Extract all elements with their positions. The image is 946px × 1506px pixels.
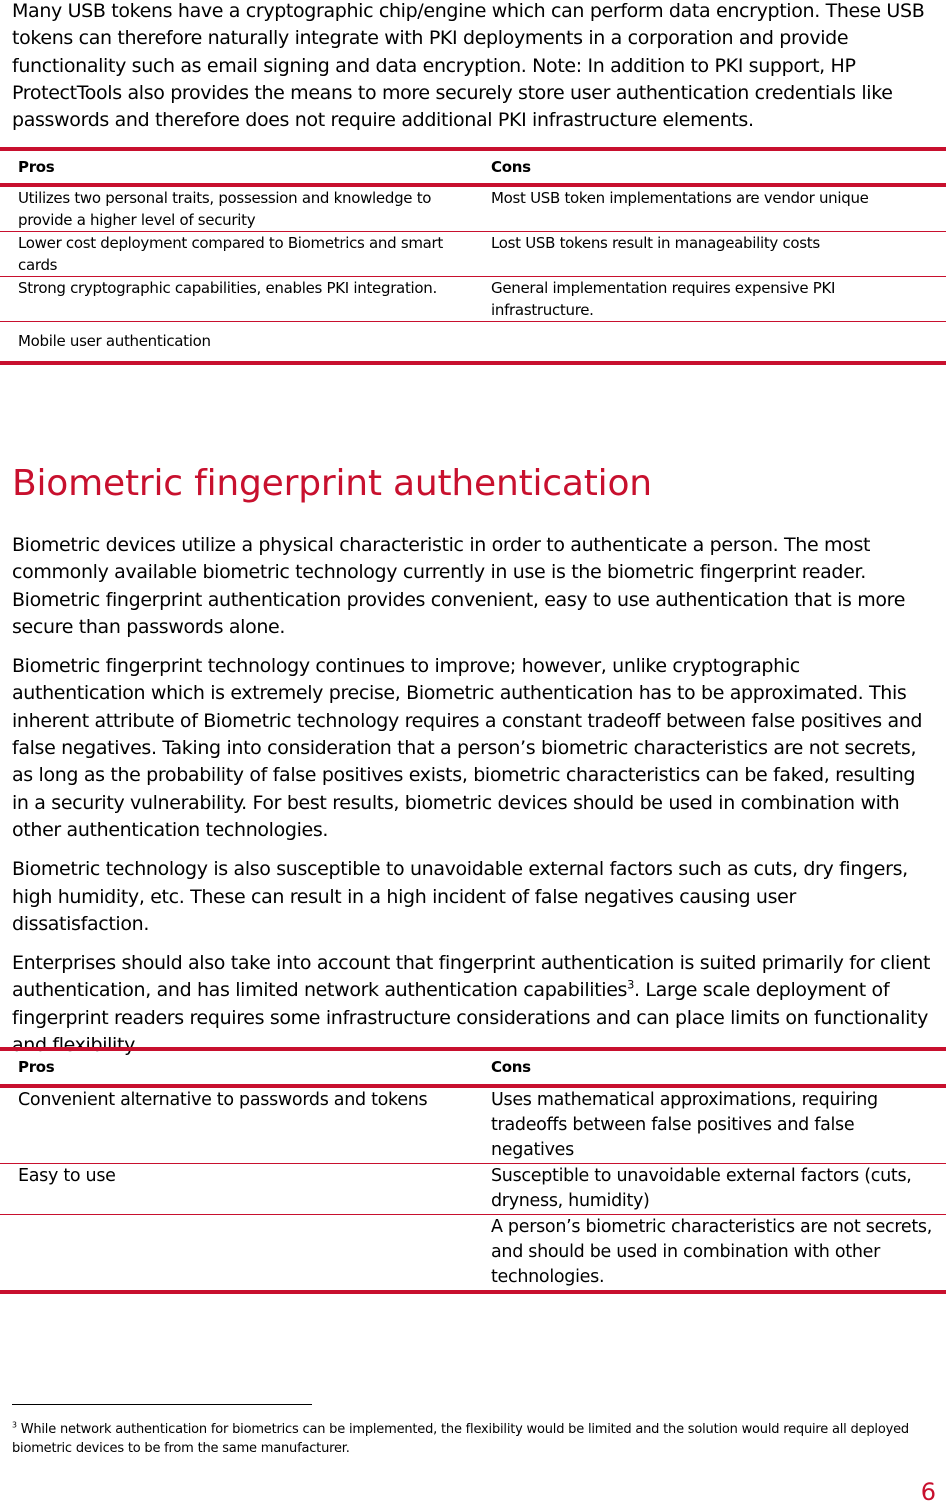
cons-header: Cons xyxy=(472,149,946,185)
footnote xyxy=(12,1420,932,1458)
pro-cell: Utilizes two personal traits, possession and knowledge to provide a higher level of security xyxy=(0,185,472,232)
paragraph xyxy=(0,950,946,1059)
pros-header: Pros xyxy=(0,1049,472,1086)
paragraph: Biometric fingerprint technology continues to improve; however, unlike cryptographic authentication which is extremely precise, Biometric authentication has to be approximated. This inherent attribute of Biometric technology requires a constant tradeoff between false positives and false negatives. Taking into consideration that a person’s biometric characteristics are not secrets, as long as the probability of false positives exists, biometric characteristics can be faked, resulting in a security vulnerability. For best results, biometric devices should be used in combination with other authentication technologies. xyxy=(12,655,923,841)
page-number: 6 xyxy=(920,1478,936,1506)
paragraph: Biometric devices utilize a physical characteristic in order to authenticate a person. The most commonly available biometric technology currently in use is the biometric fingerprint reader. Biometric fingerprint authentication provides convenient, easy to use authentication that is more secure than passwords alone. xyxy=(12,534,906,638)
table-row xyxy=(0,1215,946,1293)
table-row xyxy=(0,232,946,277)
table-row xyxy=(0,1086,946,1164)
con-cell: Most USB token implementations are vendor unique xyxy=(472,185,946,232)
usb-token-pros-cons-table xyxy=(0,147,946,365)
cons-header: Cons xyxy=(472,1049,946,1086)
section-heading: Biometric fingerprint authentication xyxy=(12,463,652,504)
con-cell: Uses mathematical approximations, requiring tradeoffs between false positives and false negatives xyxy=(472,1086,946,1164)
con-cell: General implementation requires expensive PKI infrastructure. xyxy=(472,277,946,322)
footnote-divider xyxy=(12,1404,312,1405)
paragraph-text: Enterprises should also take into account that fingerprint authentication is suited primarily for client authentication, and has limited network authentication capabilities xyxy=(12,952,931,1002)
pro-cell: Easy to use xyxy=(0,1164,472,1215)
pro-cell xyxy=(0,1215,472,1293)
table-header-row xyxy=(0,1049,946,1086)
paragraph: Biometric technology is also susceptible to unavoidable external factors such as cuts, dry fingers, high humidity, etc. These can result in a high incident of false negatives causing user dissatisfaction. xyxy=(12,858,908,935)
table-row xyxy=(0,277,946,322)
paragraph-text: . Large scale deployment of fingerprint readers requires some infrastructure considerations and can place limits on functionality and flexibility. xyxy=(12,979,928,1057)
footnote-marker: 3 xyxy=(12,1420,17,1430)
pro-cell: Mobile user authentication xyxy=(0,322,472,364)
con-cell xyxy=(472,322,946,364)
table-header-row xyxy=(0,149,946,185)
pro-cell: Lower cost deployment compared to Biometrics and smart cards xyxy=(0,232,472,277)
footnote-reference[interactable]: 3 xyxy=(627,978,635,993)
biometric-pros-cons-table xyxy=(0,1047,946,1294)
intro-paragraph: Many USB tokens have a cryptographic chip/engine which can perform data encryption. These USB tokens can therefore naturally integrate with PKI deployments in a corporation and provide functionality such as email signing and data encryption. Note: In addition to PKI support, HP ProtectTools also provides the means to more securely store user authentication credentials like passwords and therefore does not require additional PKI infrastructure elements. xyxy=(12,0,925,132)
section-body xyxy=(0,532,946,1071)
con-cell: Lost USB tokens result in manageability costs xyxy=(472,232,946,277)
pro-cell: Convenient alternative to passwords and tokens xyxy=(0,1086,472,1164)
pros-header: Pros xyxy=(0,149,472,185)
table-row xyxy=(0,1164,946,1215)
footnote-text: While network authentication for biometrics can be implemented, the flexibility would be limited and the solution would require all deployed biometric devices to be from the same manufacturer. xyxy=(12,1422,909,1456)
table-row xyxy=(0,322,946,364)
pro-cell: Strong cryptographic capabilities, enables PKI integration. xyxy=(0,277,472,322)
con-cell: Susceptible to unavoidable external factors (cuts, dryness, humidity) xyxy=(472,1164,946,1215)
table-row xyxy=(0,185,946,232)
con-cell: A person’s biometric characteristics are not secrets, and should be used in combination with other technologies. xyxy=(472,1215,946,1293)
